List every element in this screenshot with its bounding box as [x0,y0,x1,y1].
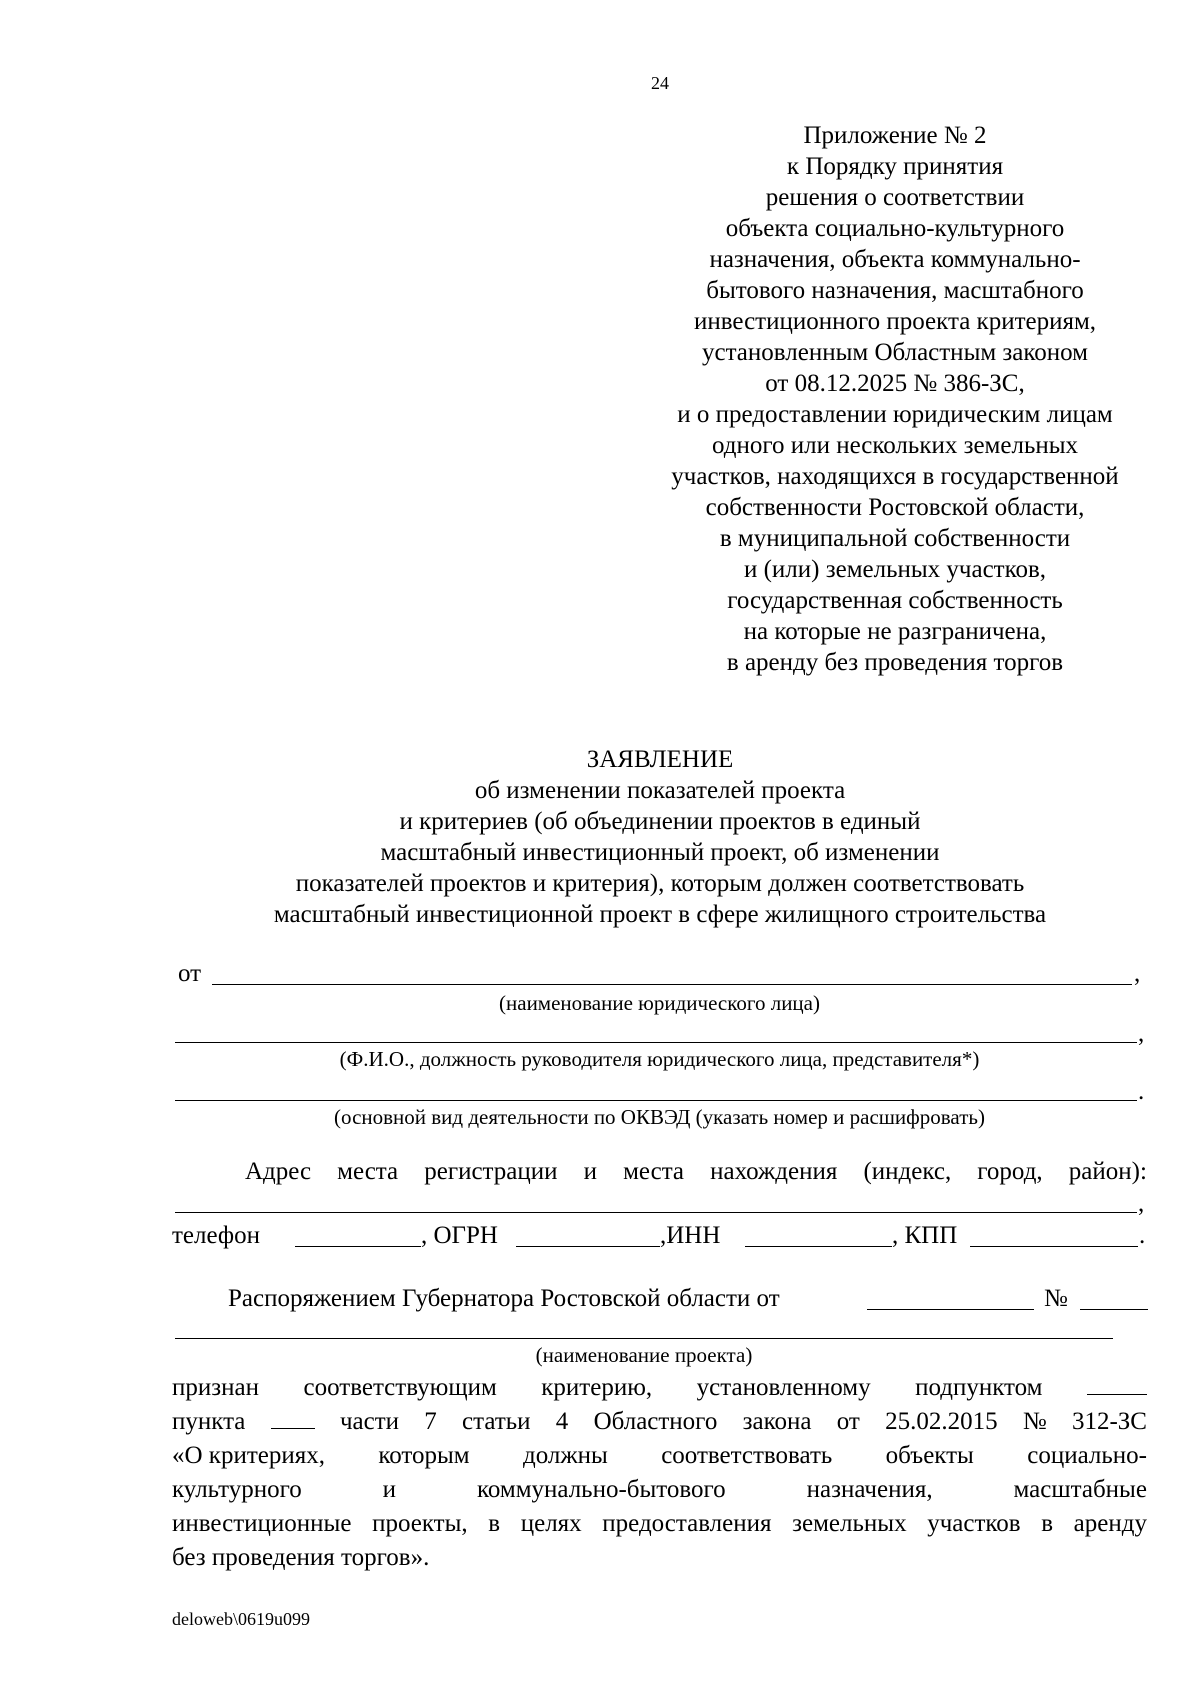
title-line: показателей проектов и критерия), которым должен соответствовать [295,870,1025,897]
ogrn-field[interactable] [516,1246,660,1247]
legal-entity-caption: (наименование юридического лица) [499,991,820,1015]
order-text: Распоряжением Губернатора Ростовской области от [228,1285,780,1312]
title-heading: ЗАЯВЛЕНИЕ [586,746,734,773]
period: . [1139,1222,1146,1249]
project-caption: (наименование проекта) [535,1343,753,1367]
order-date-field[interactable] [867,1309,1034,1310]
from-label: от [178,960,202,987]
footer-code: deloweb\0619u099 [172,1609,310,1629]
appendix-line: и (или) земельных участков, [743,556,1047,583]
phone-label: телефон [172,1222,260,1249]
fio-caption: (Ф.И.О., должность руководителя юридического лица, представителя*) [339,1047,980,1071]
appendix-line: собственности Ростовской области, [705,494,1085,521]
paragraph-field[interactable] [271,1406,315,1429]
page-number: 24 [651,73,669,93]
kpp-label: , КПП [892,1222,958,1249]
title-line: масштабный инвестиционной проект в сфере жилищного строительства [273,901,1047,928]
subparagraph-field[interactable] [1087,1372,1147,1395]
comma: , [1138,1020,1145,1047]
appendix-line: в аренду без проведения торгов [726,649,1064,676]
appendix-line: к Порядку принятия [786,153,1004,180]
appendix-line: объекта социально-культурного [725,215,1065,242]
appendix-line: на которые не разграничена, [743,618,1047,645]
appendix-line: Приложение № 2 [803,122,987,149]
appendix-line: бытового назначения, масштабного [706,277,1084,304]
appendix-line: от 08.12.2025 № 386-ЗС, [765,370,1025,397]
title-line: об изменении показателей проекта [474,777,846,804]
recognition-paragraph: признан соответствующим критерию, установленному подпунктом пункта части 7 статьи 4 Областного закона от 25.02.2015 № 312-ЗС «О критериях, которым должны соответствовать объекты социально- культурного и коммунально-бытового назначения, масштабные инвестиционные проекты, в целях предоставления земельных участков в аренду без проведения торгов». [172,1374,1147,1571]
comma: , [1138,1190,1145,1217]
appendix-line: установленным Областным законом [701,339,1089,366]
fio-field[interactable] [175,1042,1137,1043]
appendix-line: одного или нескольких земельных [711,432,1079,459]
period: . [1138,1078,1145,1105]
appendix-line: назначения, объекта коммунально- [709,246,1081,273]
appendix-line: участков, находящихся в государственной [671,463,1119,490]
title-line: и критериев (об объединении проектов в единый [399,808,921,835]
address-line: Адрес места регистрации и места нахождения (индекс, город, район): [245,1158,1147,1185]
okved-caption: (основной вид деятельности по ОКВЭД (указать номер и расшифровать) [334,1105,985,1129]
address-field[interactable] [175,1212,1137,1213]
comma: , [1134,960,1141,987]
legal-entity-field[interactable] [212,984,1132,985]
document-title [200,744,1120,930]
appendix-line: инвестиционного проекта критериям, [693,308,1097,335]
inn-field[interactable] [745,1246,892,1247]
phone-field[interactable] [295,1246,421,1247]
title-line: масштабный инвестиционный проект, об изменении [380,839,940,866]
appendix-line: и о предоставлении юридическим лицам [677,401,1113,428]
appendix-header [625,120,1165,678]
project-name-field[interactable] [175,1338,1113,1339]
appendix-line: в муниципальной собственности [719,525,1071,552]
inn-label: ,ИНН [660,1222,721,1249]
kpp-field[interactable] [970,1246,1138,1247]
order-number-field[interactable] [1080,1309,1148,1310]
appendix-line: государственная собственность [727,587,1063,614]
okved-field[interactable] [175,1100,1137,1101]
ogrn-label: , ОГРН [421,1222,498,1249]
number-sign: № [1044,1285,1068,1312]
appendix-line: решения о соответствии [765,184,1025,211]
